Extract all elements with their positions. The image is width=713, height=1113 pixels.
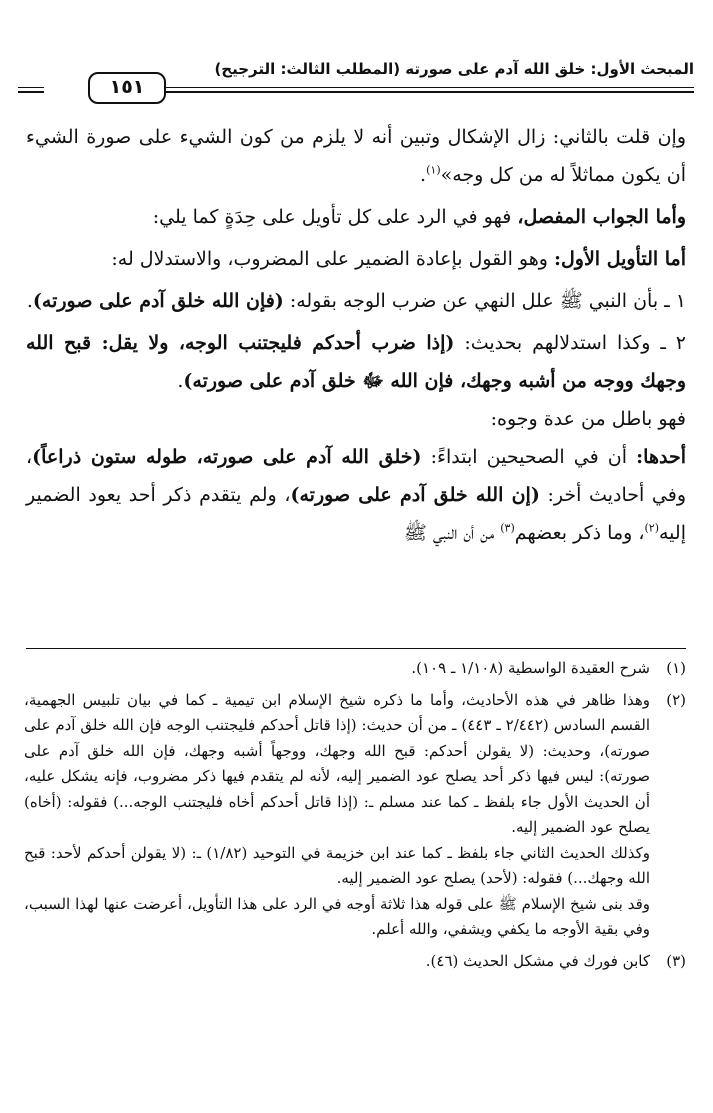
footnote-ref[interactable]: (٣): [500, 521, 515, 535]
footnote-ref[interactable]: (٢): [644, 521, 659, 535]
footnote-body: [24, 688, 650, 943]
header-rule-left-bottom: [18, 91, 44, 93]
header-rule: [18, 76, 694, 103]
text: وهو القول بإعادة الضمير على المضروب، والاستدلال له:: [111, 248, 554, 270]
bold-text: (إن الله خلق آدم على صورته): [290, 484, 540, 506]
footnote-number: (٢): [666, 690, 686, 709]
footnote: [24, 949, 686, 975]
footnote-text: وقد بنى شيخ الإسلام ﷺ على قوله هذا ثلاثة أوجه في الرد على هذا التأويل، أعرضت عنها لهذا السبب، وفي بقية الأوجه ما يكفي ويشفي، والله أعلم.: [24, 894, 650, 938]
bold-text: أما التأويل الأول:: [553, 248, 686, 270]
bold-text: وأما الجواب المفصل،: [517, 206, 686, 228]
text: فهو في الرد على كل تأويل على حِدَةٍ كما يلي:: [152, 206, 518, 228]
footnote-number: (١): [666, 659, 686, 677]
running-title: المبحث الأول: خلق الله آدم على صورته (المطلب الثالث: الترجيح): [214, 60, 694, 78]
footnotes: [24, 656, 686, 974]
text: وإن قلت بالثاني: زال الإشكال وتبين أنه لا يلزم من كون الشيء على صورة الشيء أن يكون مماثلاً له من كل وجه»: [26, 126, 686, 186]
text: .: [177, 370, 184, 392]
text: ، وفي أحاديث أخر:: [26, 446, 687, 506]
header-rule-left-top: [18, 87, 44, 88]
page-header: [18, 58, 694, 98]
text: ٢ ـ وكذا استدلالهم بحديث:: [454, 332, 687, 354]
main-text: [26, 118, 686, 552]
header-rule-line-top: [158, 87, 694, 88]
text: ١ ـ بأن النبي ﷺ علل النهي عن ضرب الوجه بقوله:: [283, 290, 686, 312]
text: ، وما ذكر بعضهم: [514, 522, 645, 544]
bold-text: أحدها:: [636, 446, 686, 468]
header-rule-line-bottom: [158, 91, 694, 93]
footnote-text: شرح العقيدة الواسطية (١/١٠٨ ـ ١٠٩).: [411, 659, 650, 677]
text: .: [26, 290, 33, 312]
paragraph: [26, 198, 686, 236]
footnote-number: (٣): [666, 951, 686, 970]
paragraph: [26, 240, 686, 278]
paragraph: [26, 324, 686, 400]
footnote: [24, 656, 686, 682]
bold-text: (إذا ضرب أحدكم فليجتنب الوجه، ولا يقل: قبح الله وجهك ووجه من أشبه وجهك، فإن الله ﷻ خلق آدم على صورته): [26, 332, 686, 392]
text: ، ولم يتقدم ذكر أحد يعود الضمير إليه: [26, 484, 686, 544]
page-number: ١٥١: [88, 72, 166, 104]
footnote-separator: [26, 648, 686, 649]
bold-text: (خلق الله آدم على صورته، طوله ستون ذراعاً): [32, 446, 422, 468]
footnote: [24, 688, 686, 943]
paragraph: [26, 400, 686, 438]
paragraph: [26, 118, 686, 194]
paragraph: [26, 438, 686, 552]
paragraph: [26, 282, 686, 320]
footnote-body: [24, 949, 650, 975]
text: .: [420, 164, 427, 186]
footnote-text: وهذا ظاهر في هذه الأحاديث، وأما ما ذكره شيخ الإسلام ابن تيمية ـ كما في بيان تلبيس الجهمية، القسم السادس (٢/٤٤٢ ـ ٤٤٣) ـ من أن حديث: (إذا قاتل أحدكم فليجتنب الوجه فإن الله خلق آدم على صورته)، وحديث: (لا يقولن أحدكم: قبح الله وجهك، ووجهاً أشبه وجهك، فإن الله خلق آدم على صورته): ليس فيها ذكر أحد يصلح عود الضمير إليه، لأنه لم يتقدم فيها ذكر مضروب، فإنه يشكل عليه، أن الحديث الأول جاء بلفظ ـ كما عند مسلم ـ: (إذا قاتل أحدكم أخاه فليجتنب الوجه...) فقوله: (أخاه) يصلح عود الضمير إليه.: [24, 690, 650, 836]
bold-text: (فإن الله خلق آدم على صورته): [32, 290, 284, 312]
footnote-text: كابن فورك في مشكل الحديث (٤٦).: [425, 951, 650, 970]
footnote-text: وكذلك الحديث الثاني جاء بلفظ ـ كما عند ابن خزيمة في التوحيد (١/٨٢) ـ: (لا يقولن أحدكم لأحد: قبح الله وجهك...) فقوله: (لأحد) يصلح عود الضمير إليه.: [24, 843, 650, 887]
footnote-ref[interactable]: (١): [426, 163, 441, 177]
footnote-body: [24, 656, 650, 682]
text: من أن النبي ﷺ: [403, 522, 501, 544]
text: فهو باطل من عدة وجوه:: [490, 408, 686, 430]
text: أن في الصحيحين ابتداءً:: [421, 446, 637, 468]
